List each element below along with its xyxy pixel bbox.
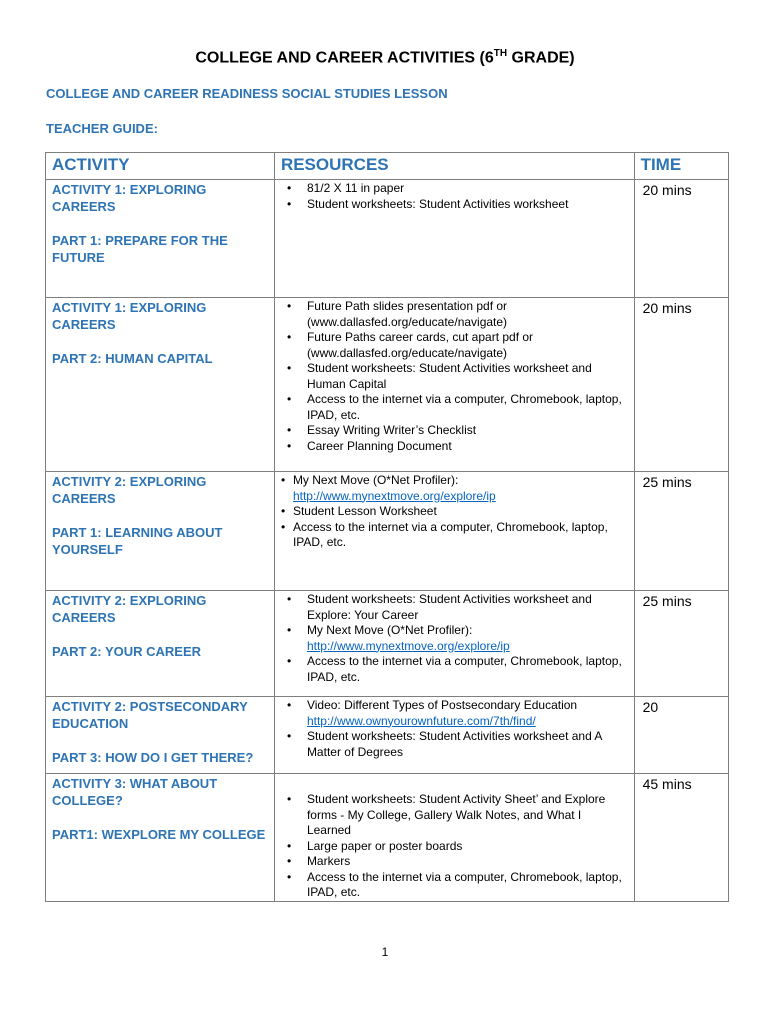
table-row — [46, 774, 729, 902]
table-row — [46, 591, 729, 697]
title-superscript: TH — [493, 48, 508, 59]
activity-title: ACTIVITY 1: EXPLORING CAREERS — [52, 182, 207, 214]
resources-cell — [274, 180, 634, 298]
resource-item: • Access to the internet via a computer, Chromebook, laptop, IPAD, etc. — [281, 870, 628, 901]
table-row — [46, 697, 729, 774]
resource-item: • Student worksheets: Student Activity Sheet’ and Explore forms - My College, Gallery Walk Notes, and What I Learned — [281, 792, 628, 839]
activity-title: ACTIVITY 2: POSTSECONDARY EDUCATION — [52, 699, 248, 731]
resource-item: • Access to the internet via a computer, Chromebook, laptop, IPAD, etc. — [281, 520, 628, 551]
resource-item: • Large paper or poster boards — [281, 839, 628, 855]
page-title: COLLEGE AND CAREER ACTIVITIES (6TH GRADE) — [195, 48, 575, 67]
resource-text: My Next Move (O*Net Profiler): — [306, 623, 473, 637]
activity-part: PART 1: PREPARE FOR THE FUTURE — [52, 233, 228, 265]
activity-cell — [46, 591, 275, 697]
resources-cell — [274, 591, 634, 697]
activity-title: ACTIVITY 3: WHAT ABOUT COLLEGE? — [52, 776, 218, 808]
activity-part: PART 2: HUMAN CAPITAL — [52, 351, 213, 366]
activity-cell — [46, 697, 275, 774]
activity-cell — [46, 180, 275, 298]
resource-item: • Student worksheets: Student Activities worksheet and A Matter of Degrees — [281, 729, 628, 760]
resource-item: • Student worksheets: Student Activities worksheet and Human Capital — [281, 361, 628, 392]
time-cell: 25 mins — [634, 472, 728, 591]
resource-item: • Future Path slides presentation pdf or (www.dallasfed.org/educate/navigate) — [281, 299, 628, 330]
resources-cell — [274, 298, 634, 472]
resource-item — [281, 698, 628, 729]
activity-cell — [46, 774, 275, 902]
time-cell: 45 mins — [634, 774, 728, 902]
resources-cell — [274, 472, 634, 591]
resource-item: • Student Lesson Worksheet — [281, 504, 628, 520]
activity-part: PART 2: YOUR CAREER — [52, 644, 202, 659]
resource-link[interactable]: http://www.mynextmove.org/explore/ip — [292, 488, 496, 503]
activities-table — [45, 152, 729, 902]
table-row — [46, 298, 729, 472]
resource-item: • Future Paths career cards, cut apart pdf or (www.dallasfed.org/educate/navigate) — [281, 330, 628, 361]
time-cell: 20 — [634, 697, 728, 774]
table-header-row — [46, 153, 729, 180]
header-resources: RESOURCES — [274, 153, 634, 180]
activity-title: ACTIVITY 2: EXPLORING CAREERS — [52, 593, 207, 625]
header-time: TIME — [634, 153, 728, 180]
resource-item — [281, 623, 628, 654]
table-row — [46, 472, 729, 591]
table-row — [46, 180, 729, 298]
activity-part: PART 1: LEARNING ABOUT YOURSELF — [52, 525, 223, 557]
resource-text: My Next Move (O*Net Profiler): — [292, 473, 459, 487]
lesson-subtitle: COLLEGE AND CAREER READINESS SOCIAL STUDIES LESSON — [46, 86, 448, 101]
resource-item: • Markers — [281, 854, 628, 870]
activity-part: PART1: WEXPLORE MY COLLEGE — [52, 827, 266, 842]
resource-item: • 81/2 X 11 in paper — [281, 181, 628, 197]
resource-link[interactable]: http://www.ownyourownfuture.com/7th/find/ — [306, 713, 536, 728]
activity-title: ACTIVITY 2: EXPLORING CAREERS — [52, 474, 207, 506]
activity-cell — [46, 298, 275, 472]
resources-cell — [274, 697, 634, 774]
header-activity: ACTIVITY — [46, 153, 275, 180]
time-cell: 20 mins — [634, 180, 728, 298]
resource-item: • Access to the internet via a computer, Chromebook, laptop, IPAD, etc. — [281, 654, 628, 685]
resource-item: • Student worksheets: Student Activities worksheet — [281, 197, 628, 213]
time-cell: 25 mins — [634, 591, 728, 697]
page-number: 1 — [381, 945, 389, 959]
resource-link[interactable]: http://www.mynextmove.org/explore/ip — [306, 638, 510, 653]
resource-item: • Career Planning Document — [281, 439, 628, 455]
resource-item: • Essay Writing Writer’s Checklist — [281, 423, 628, 439]
resource-item: • Access to the internet via a computer, Chromebook, laptop, IPAD, etc. — [281, 392, 628, 423]
time-cell: 20 mins — [634, 298, 728, 472]
resource-text: Video: Different Types of Postsecondary Education — [306, 698, 578, 712]
activity-cell — [46, 472, 275, 591]
activity-part: PART 3: HOW DO I GET THERE? — [52, 750, 254, 765]
resource-item: • Student worksheets: Student Activities worksheet and Explore: Your Career — [281, 592, 628, 623]
teacher-guide-label: TEACHER GUIDE: — [46, 121, 158, 136]
resources-cell — [274, 774, 634, 902]
activity-title: ACTIVITY 1: EXPLORING CAREERS — [52, 300, 207, 332]
resource-item — [281, 473, 628, 504]
